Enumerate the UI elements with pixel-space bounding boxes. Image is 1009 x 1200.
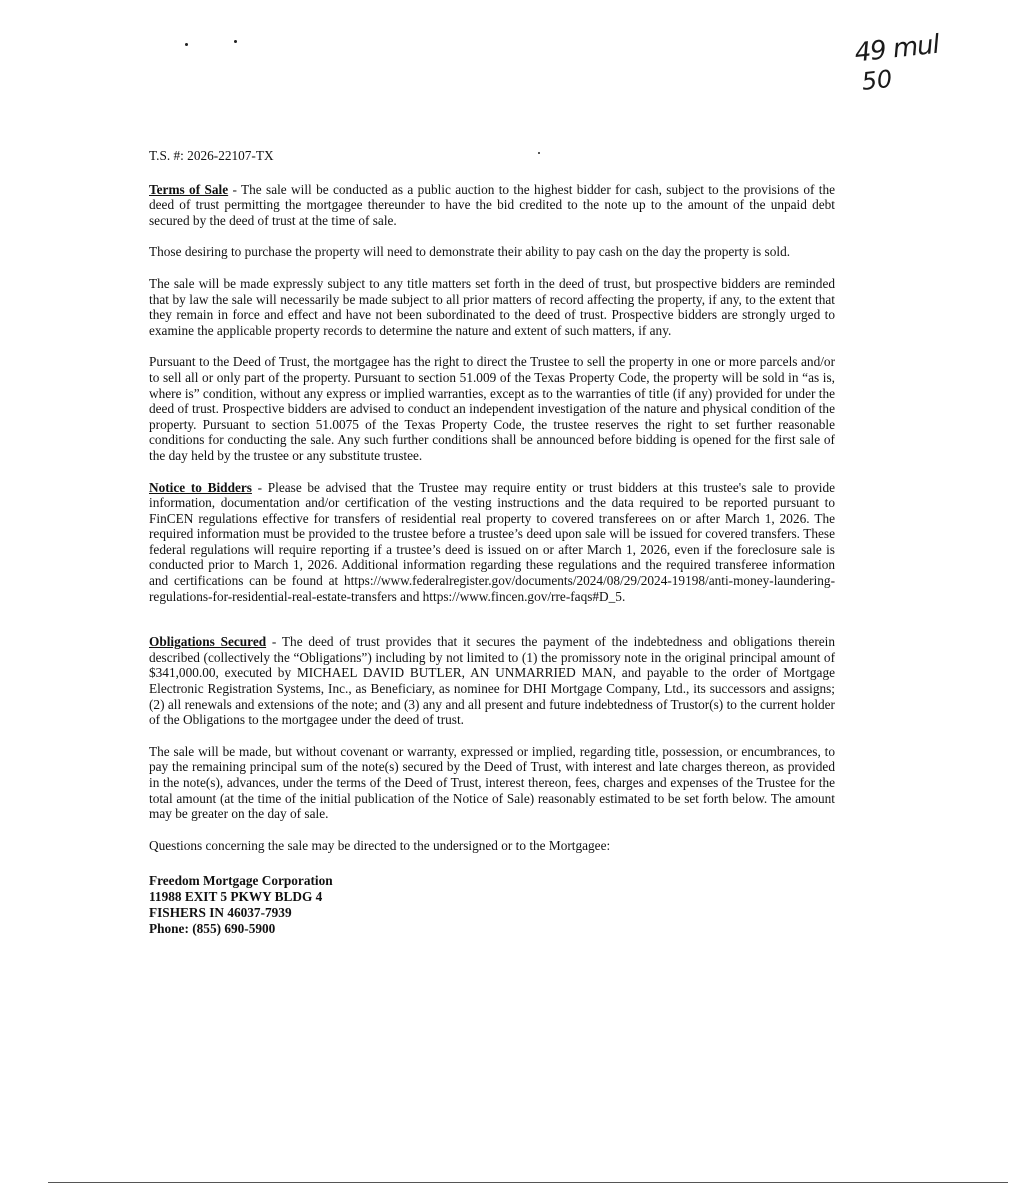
document-body	[149, 148, 835, 937]
cash-paragraph: Those desiring to purchase the property will need to demonstrate their ability to pay cash on the day the property is sold.	[149, 244, 791, 260]
scan-speck	[185, 43, 188, 46]
scan-speck	[234, 40, 237, 43]
notice-to-bidders-text: - Please be advised that the Trustee may require entity or trust bidders at this trustee's sale to provide information, documentation and/or certification of the vesting instructions and the data required to be reported pursuant to FinCEN regulations effective for transfers of residential real property to covered transferees on or after March 1, 2026. The required information must be provided to the trustee before a trustee’s deed upon sale will be issued for covered transfers. These federal regulations will require reporting if a trustee’s deed is issued on or after March 1, 2026, even if the foreclosure sale is conducted prior to March 1, 2026. Additional information regarding these regulations and the required transferee information and certifications can be found at https://www.federalregister.gov/documents/2024/08/29/2024-19198/anti-money-laundering-regulations-for-residential-real-estate-transfers and https://www.fincen.gov/rre-faqs#D_5.	[149, 479, 835, 604]
obligations-secured-paragraph	[149, 634, 835, 728]
mortgagee-name: Freedom Mortgage Corporation	[149, 873, 333, 889]
notice-to-bidders-heading: Notice to Bidders	[149, 479, 252, 495]
pursuant-paragraph: Pursuant to the Deed of Trust, the mortgagee has the right to direct the Trustee to sell the property in one or more parcels and/or to sell all or only part of the property. Pursuant to section 51.009 of the Texas Property Code, the property will be sold in “as is, where is” condition, without any express or implied warranties, except as to the warranties of title (if any) provided for under the deed of trust. Prospective bidders are advised to conduct an independent investigation of the nature and physical condition of the property. Pursuant to section 51.0075 of the Texas Property Code, the trustee reserves the right to set further reasonable conditions for conducting the sale. Any such further conditions shall be announced before bidding is opened for the first sale of the day held by the trustee or any substitute trustee.	[149, 354, 835, 463]
questions-paragraph: Questions concerning the sale may be directed to the undersigned or to the Mortgagee:	[149, 837, 611, 853]
terms-of-sale-text: - The sale will be conducted as a public auction to the highest bidder for cash, subject to the provisions of the deed of trust permitting the mortgagee thereunder to have the bid credited to the note up to the amount of the unpaid debt secured by the deed of trust at the time of sale.	[149, 181, 835, 228]
handwritten-note-line2: 50	[860, 64, 894, 96]
handwritten-note-line1: 49 mul	[853, 29, 941, 69]
mortgagee-address-line2: FISHERS IN 46037-7939	[149, 905, 292, 921]
mortgagee-address-line1: 11988 EXIT 5 PKWY BLDG 4	[149, 889, 323, 905]
obligations-secured-heading: Obligations Secured	[149, 634, 267, 650]
warranty-paragraph: The sale will be made, but without covenant or warranty, expressed or implied, regarding title, possession, or encumbrances, to pay the remaining principal sum of the note(s) secured by the Deed of Trust, with interest and late charges thereon, as provided in the note(s), advances, under the terms of the Deed of Trust, interest thereon, fees, charges and expenses of the Trustee for the total amount (at the time of the initial publication of the Notice of Sale) reasonably estimated to be set forth below. The amount may be greater on the day of sale.	[149, 743, 835, 822]
mortgagee-contact-block	[149, 873, 835, 937]
handwritten-note	[853, 29, 943, 96]
obligations-secured-text: - The deed of trust provides that it secures the payment of the indebtedness and obligations therein described (collectively the “Obligations”) including by not limited to (1) the promissory note in the original principal amount of $341,000.00, executed by MICHAEL DAVID BUTLER, AN UNMARRIED MAN, and payable to the order of Mortgage Electronic Registration Systems, Inc., as Beneficiary, as nominee for DHI Mortgage Company, Ltd., its successors and assigns; (2) all renewals and extensions of the note; and (3) any and all present and future indebtedness of Trustor(s) to the current holder of the Obligations to the mortgagee under the deed of trust.	[149, 634, 835, 728]
mortgagee-phone: Phone: (855) 690-5900	[149, 921, 276, 937]
title-matters-paragraph: The sale will be made expressly subject to any title matters set forth in the deed of trust, but prospective bidders are reminded that by law the sale will necessarily be made subject to all prior matters of record affecting the property, if any, to the extent that they remain in force and effect and have not been subordinated to the deed of trust. Prospective bidders are strongly urged to examine the applicable property records to determine the nature and extent of such matters, if any.	[149, 275, 835, 338]
ts-number: T.S. #: 2026-22107-TX	[149, 148, 274, 163]
footer-rule	[48, 1182, 1008, 1183]
notice-to-bidders-paragraph	[149, 480, 835, 605]
terms-of-sale-heading: Terms of Sale	[149, 181, 229, 197]
terms-of-sale-paragraph	[149, 182, 835, 229]
